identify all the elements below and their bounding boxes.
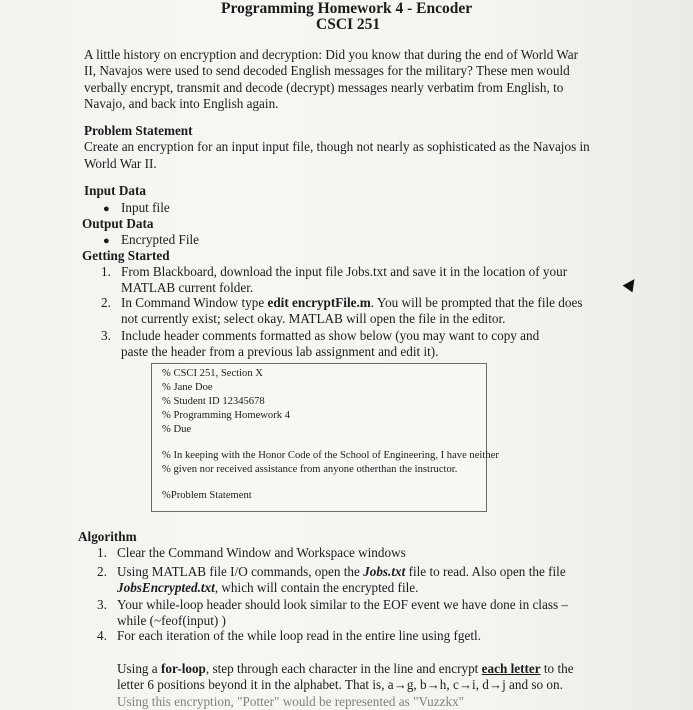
keyword-text: for-loop (160, 661, 206, 676)
step-text: Clear the Command Window and Workspace windows (117, 545, 406, 560)
step-text: while (~feof(input) ) (117, 613, 226, 629)
code-line: % Due (162, 424, 192, 435)
filename-text: JobsEncrypted.txt (117, 580, 215, 596)
code-line: %Problem Statement (162, 490, 252, 501)
intro-line: verbally encrypt, transmit and decode (decrypt) messages nearly verbatim from English, to (84, 79, 564, 95)
algo-step-3 (97, 597, 568, 630)
para-text: , step through each character in the line and encrypt (205, 661, 482, 676)
step-text: file to read. Also open the file (405, 564, 566, 579)
bullet-icon: ● (103, 235, 110, 247)
problem-heading: Problem Statement (84, 123, 193, 138)
intro-line: Navajo, and back into English again. (84, 95, 279, 111)
code-line: % CSCI 251, Section X (162, 368, 263, 379)
getting-started-heading: Getting Started (82, 248, 170, 263)
step-text: not currently exist; select okay. MATLAB will open the file in the editor. (121, 311, 506, 327)
para-text: to the (540, 661, 574, 676)
para-text: Using this encryption, "Potter" would be represented as "Vuzzkx" (117, 693, 465, 709)
code-line: % Student ID 12345678 (162, 396, 265, 407)
step-text: Your while-loop header should look similar to the EOF event we have done in class – (117, 597, 568, 612)
step-number: 1. (101, 264, 111, 279)
command-text: edit encryptFile.m (267, 295, 371, 310)
para-text: letter 6 positions beyond it in the alphabet. That is, a→g, b→h, c→i, d→j and so on. (117, 677, 563, 693)
step-text: , which will contain the encrypted file. (214, 580, 419, 596)
step-text: . You will be prompted that the file does (370, 295, 583, 310)
step-3 (101, 328, 539, 361)
step-text: Using MATLAB file I/O commands, open the (117, 564, 364, 579)
output-data-heading: Output Data (82, 216, 154, 231)
algo-step-4 (97, 628, 481, 644)
input-data-item (103, 200, 170, 217)
problem-section (84, 123, 590, 172)
page-title: Programming Homework 4 - Encoder (221, 0, 473, 17)
step-number: 1. (97, 545, 107, 560)
step-text: In Command Window type (121, 295, 268, 310)
output-data-text: Encrypted File (121, 232, 200, 247)
algo-paragraph (117, 661, 574, 710)
intro-line: A little history on encryption and decryption: Did you know that during the end of World War (84, 47, 579, 62)
emphasis-text: each letter (481, 661, 541, 676)
code-line: % Programming Homework 4 (162, 410, 290, 421)
step-text: For each iteration of the while loop read in the entire line using fgetl. (117, 628, 482, 643)
intro-paragraph (84, 47, 578, 112)
step-number: 3. (101, 328, 111, 343)
bullet-icon: ● (103, 203, 110, 215)
step-text: MATLAB current folder. (121, 280, 254, 296)
algorithm-heading: Algorithm (78, 529, 137, 544)
code-line: % Jane Doe (162, 382, 213, 393)
intro-line: II, Navajos were used to send decoded English messages for the military? These men would (84, 63, 570, 79)
course-title: CSCI 251 (316, 16, 381, 33)
step-number: 3. (97, 597, 107, 612)
step-text: Include header comments formatted as show below (you may want to copy and (121, 328, 540, 343)
problem-line: World War II. (84, 155, 157, 171)
algo-step-2 (97, 564, 566, 597)
filename-text: Jobs.txt (363, 564, 406, 579)
algo-step-1 (97, 545, 406, 561)
step-number: 4. (97, 628, 107, 643)
mouse-cursor-icon (623, 276, 640, 293)
step-number: 2. (101, 295, 111, 310)
step-text: From Blackboard, download the input file Jobs.txt and save it in the location of your (121, 264, 568, 279)
step-text: paste the header from a previous lab assignment and edit it). (121, 344, 439, 360)
input-data-heading: Input Data (84, 183, 146, 198)
para-text: Using a (117, 661, 161, 676)
code-line: % In keeping with the Honor Code of the School of Engineering, I have neither (162, 450, 499, 461)
step-2 (101, 295, 582, 328)
step-1 (101, 264, 567, 297)
header-comment-box (151, 363, 499, 512)
input-data-text: Input file (121, 200, 170, 215)
problem-line: Create an encryption for an input input file, though not nearly as sophisticated as the Navajos in (84, 139, 590, 155)
code-line: % given nor received assistance from anyone otherthan the instructor. (162, 464, 458, 475)
output-data-item (103, 232, 199, 249)
step-number: 2. (97, 564, 107, 579)
